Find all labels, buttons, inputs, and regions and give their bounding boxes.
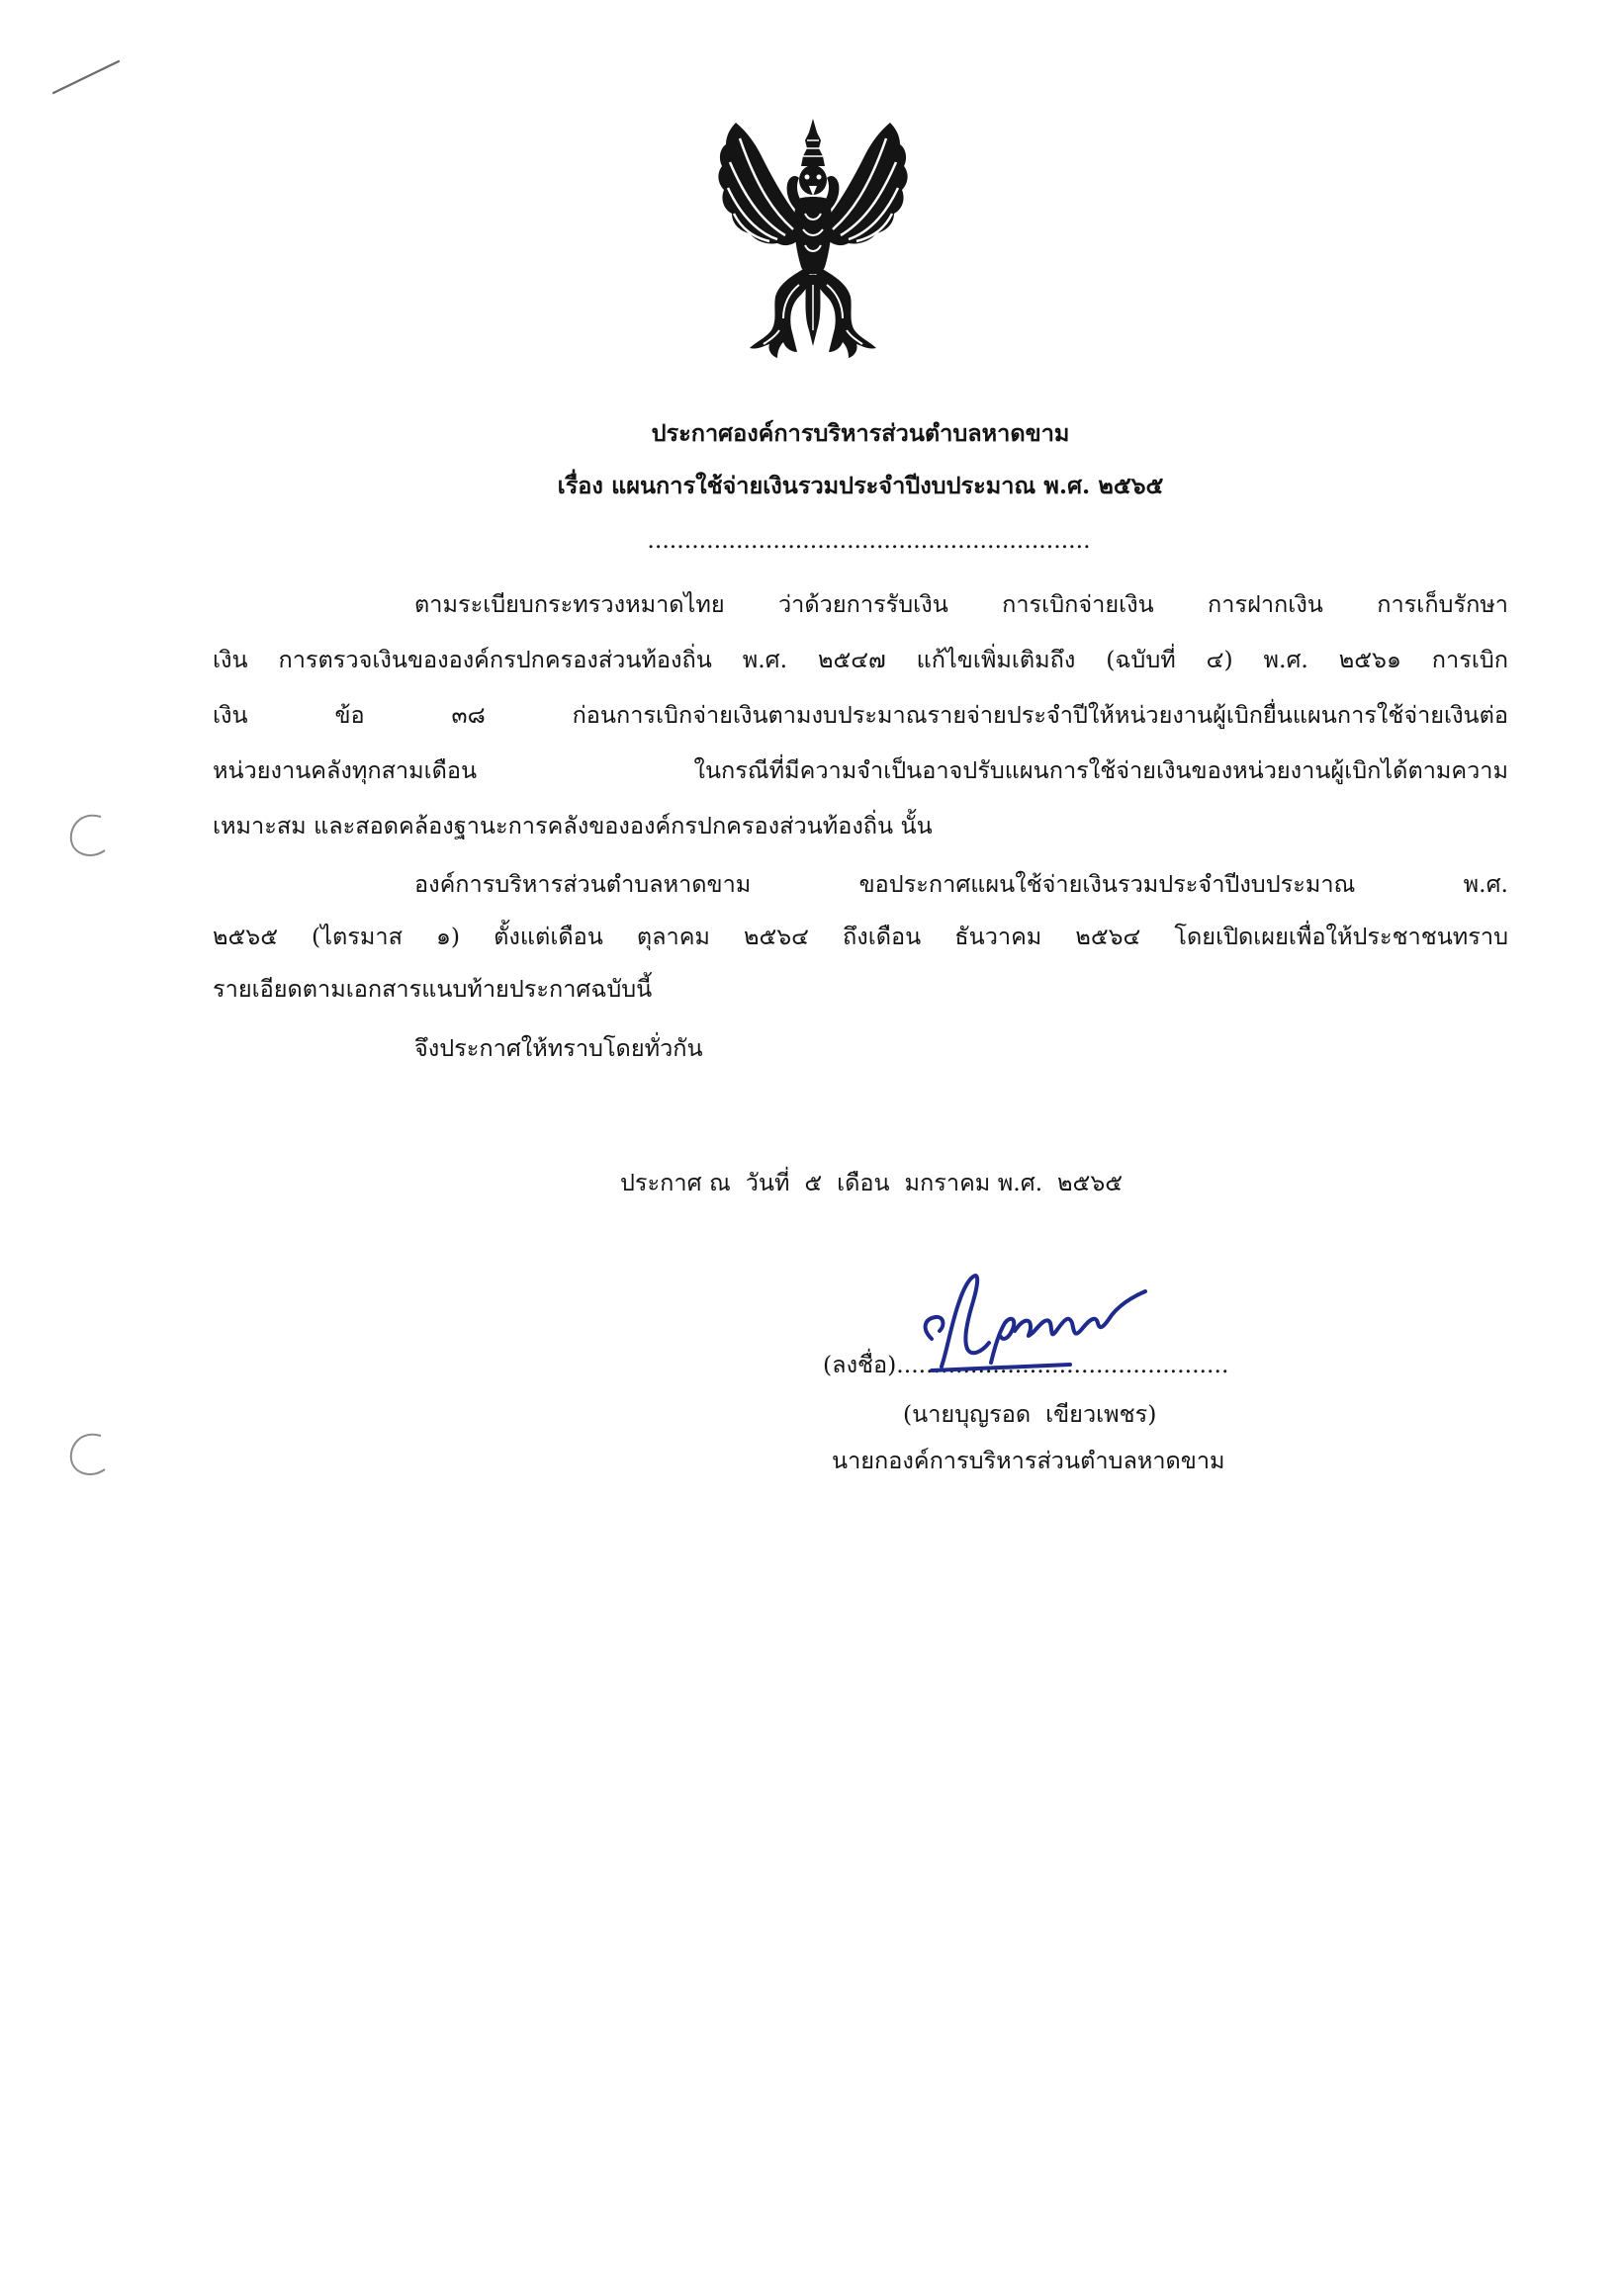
paragraph-line: หน่วยงานคลังทุกสามเดือน ในกรณีที่มีความจำเป็นอาจปรับแผนการใช้จ่ายเงินของหน่วยงานผู้เบิกได้ตามความ [213, 756, 1508, 784]
signer-name: (นายบุญรอด เขียวเพชร) [903, 1400, 1157, 1428]
announcement-date: ประกาศ ณ วันที่ ๕ เดือน มกราคม พ.ศ. ๒๕๖๕ [620, 1169, 1124, 1196]
document-title: ประกาศองค์การบริหารส่วนตำบลหาดขาม [651, 419, 1070, 447]
signer-position: นายกองค์การบริหารส่วนตำบลหาดขาม [832, 1447, 1225, 1474]
title-separator: ............................................................ [647, 526, 1091, 554]
punch-hole-mark [63, 809, 111, 864]
handwritten-signature [902, 1268, 1179, 1376]
paragraph-line: องค์การบริหารส่วนตำบลหาดขาม ขอประกาศแผนใช้จ่ายเงินรวมประจำปีงบประมาณ พ.ศ. [414, 870, 1508, 898]
paragraph-line: ตามระเบียบกระทรวงหมาดไทย ว่าด้วยการรับเงิน การเบิกจ่ายเงิน การฝากเงิน การเก็บรักษา [414, 590, 1508, 618]
paragraph-line: เงิน ข้อ ๓๘ ก่อนการเบิกจ่ายเงินตามงบประมาณรายจ่ายประจำปีให้หน่วยงานผู้เบิกยื่นแผนการใช้จ่ายเงินต่อ [213, 701, 1508, 729]
scan-scratch-mark [49, 55, 129, 99]
closing-statement: จึงประกาศให้ทราบโดยทั่วกัน [414, 1034, 703, 1062]
paragraph-line: เงิน การตรวจเงินขององค์กรปกครองส่วนท้องถิ่น พ.ศ. ๒๕๔๗ แก้ไขเพิ่มเติมถึง (ฉบับที่ ๔) พ.ศ. ๒๕๖๑ การเบิก [213, 646, 1508, 673]
garuda-emblem-icon [714, 119, 912, 361]
paragraph-line: เหมาะสม และสอดคล้องฐานะการคลังขององค์กรปกครองส่วนท้องถิ่น นั้น [213, 812, 933, 839]
paragraph-line: รายเอียดตามเอกสารแนบท้ายประกาศฉบับนี้ [213, 975, 653, 1003]
signature-line: (ลงชื่อ)............................................. [823, 1351, 1229, 1378]
paragraph-line: ๒๕๖๕ (ไตรมาส ๑) ตั้งแต่เดือน ตุลาคม ๒๕๖๔ ถึงเดือน ธันวาคม ๒๕๖๔ โดยเปิดเผยเพื่อให้ประชาชนทราบ [213, 923, 1508, 950]
punch-hole-mark [63, 1428, 111, 1483]
document-subject: เรื่อง แผนการใช้จ่ายเงินรวมประจำปีงบประมาณ พ.ศ. ๒๕๖๕ [557, 472, 1164, 499]
